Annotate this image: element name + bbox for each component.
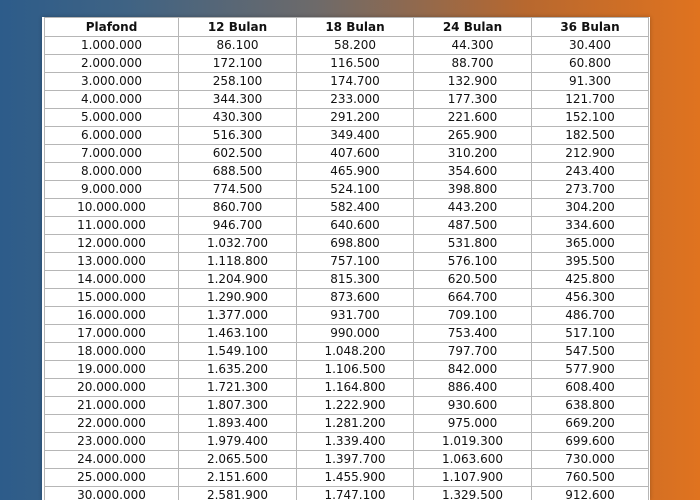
installment-24-cell: 1.063.600: [414, 451, 532, 469]
installment-36-cell: 608.400: [532, 379, 649, 397]
plafond-cell: 17.000.000: [45, 325, 179, 343]
table-row: [45, 163, 649, 181]
installment-12-cell: 688.500: [179, 163, 297, 181]
plafond-cell: 19.000.000: [45, 361, 179, 379]
plafond-cell: 7.000.000: [45, 145, 179, 163]
installment-18-cell: 1.747.100: [297, 487, 414, 500]
installment-12-cell: 516.300: [179, 127, 297, 145]
installment-36-cell: 669.200: [532, 415, 649, 433]
table-row: [45, 433, 649, 451]
installment-24-cell: 221.600: [414, 109, 532, 127]
installment-24-cell: 842.000: [414, 361, 532, 379]
installment-36-cell: 699.600: [532, 433, 649, 451]
plafond-cell: 11.000.000: [45, 217, 179, 235]
installment-18-cell: 873.600: [297, 289, 414, 307]
plafond-cell: 22.000.000: [45, 415, 179, 433]
installment-18-cell: 1.455.900: [297, 469, 414, 487]
installment-36-cell: 121.700: [532, 91, 649, 109]
table-row: [45, 469, 649, 487]
plafond-cell: 1.000.000: [45, 37, 179, 55]
installment-18-cell: 640.600: [297, 217, 414, 235]
table-row: [45, 451, 649, 469]
installment-24-cell: 797.700: [414, 343, 532, 361]
installment-24-cell: 664.700: [414, 289, 532, 307]
table-row: [45, 127, 649, 145]
table-row: [45, 37, 649, 55]
header-24-bulan: 24 Bulan: [414, 18, 532, 37]
installment-18-cell: 815.300: [297, 271, 414, 289]
installment-12-cell: 430.300: [179, 109, 297, 127]
installment-36-cell: 152.100: [532, 109, 649, 127]
installment-12-cell: 2.065.500: [179, 451, 297, 469]
installment-24-cell: 975.000: [414, 415, 532, 433]
installment-36-cell: 334.600: [532, 217, 649, 235]
installment-24-cell: 753.400: [414, 325, 532, 343]
installment-12-cell: 860.700: [179, 199, 297, 217]
table-row: [45, 307, 649, 325]
plafond-cell: 5.000.000: [45, 109, 179, 127]
installment-36-cell: 425.800: [532, 271, 649, 289]
installment-12-cell: 1.721.300: [179, 379, 297, 397]
plafond-cell: 2.000.000: [45, 55, 179, 73]
table-row: [45, 235, 649, 253]
installment-36-cell: 577.900: [532, 361, 649, 379]
table-row: [45, 199, 649, 217]
installment-18-cell: 757.100: [297, 253, 414, 271]
installment-36-cell: 273.700: [532, 181, 649, 199]
installment-12-cell: 1.204.900: [179, 271, 297, 289]
installment-12-cell: 774.500: [179, 181, 297, 199]
plafond-cell: 25.000.000: [45, 469, 179, 487]
installment-12-cell: 1.807.300: [179, 397, 297, 415]
header-plafond: Plafond: [45, 18, 179, 37]
table-row: [45, 379, 649, 397]
installment-36-cell: 395.500: [532, 253, 649, 271]
plafond-cell: 8.000.000: [45, 163, 179, 181]
plafond-cell: 6.000.000: [45, 127, 179, 145]
installment-12-cell: 344.300: [179, 91, 297, 109]
plafond-cell: 10.000.000: [45, 199, 179, 217]
table-header: [45, 18, 649, 37]
plafond-cell: 16.000.000: [45, 307, 179, 325]
header-18-bulan: 18 Bulan: [297, 18, 414, 37]
installment-24-cell: 487.500: [414, 217, 532, 235]
installment-12-cell: 258.100: [179, 73, 297, 91]
installment-24-cell: 354.600: [414, 163, 532, 181]
plafond-cell: 23.000.000: [45, 433, 179, 451]
installment-12-cell: 1.032.700: [179, 235, 297, 253]
installment-18-cell: 931.700: [297, 307, 414, 325]
table-row: [45, 73, 649, 91]
installment-12-cell: 1.290.900: [179, 289, 297, 307]
installment-18-cell: 58.200: [297, 37, 414, 55]
installment-36-cell: 243.400: [532, 163, 649, 181]
installment-12-cell: 86.100: [179, 37, 297, 55]
table-row: [45, 343, 649, 361]
installment-18-cell: 407.600: [297, 145, 414, 163]
installment-12-cell: 1.377.000: [179, 307, 297, 325]
installment-18-cell: 582.400: [297, 199, 414, 217]
table-row: [45, 91, 649, 109]
installment-36-cell: 30.400: [532, 37, 649, 55]
installment-18-cell: 1.164.800: [297, 379, 414, 397]
installment-24-cell: 265.900: [414, 127, 532, 145]
installment-36-cell: 91.300: [532, 73, 649, 91]
installment-12-cell: 1.979.400: [179, 433, 297, 451]
installment-36-cell: 456.300: [532, 289, 649, 307]
installment-36-cell: 365.000: [532, 235, 649, 253]
plafond-cell: 30.000.000: [45, 487, 179, 500]
installment-36-cell: 486.700: [532, 307, 649, 325]
installment-18-cell: 116.500: [297, 55, 414, 73]
installment-12-cell: 1.635.200: [179, 361, 297, 379]
installment-24-cell: 44.300: [414, 37, 532, 55]
table-row: [45, 289, 649, 307]
installment-36-cell: 517.100: [532, 325, 649, 343]
plafond-cell: 13.000.000: [45, 253, 179, 271]
installment-12-cell: 172.100: [179, 55, 297, 73]
plafond-cell: 3.000.000: [45, 73, 179, 91]
installment-24-cell: 531.800: [414, 235, 532, 253]
header-12-bulan: 12 Bulan: [179, 18, 297, 37]
table-row: [45, 145, 649, 163]
installment-36-cell: 730.000: [532, 451, 649, 469]
table-row: [45, 253, 649, 271]
table-row: [45, 181, 649, 199]
installment-12-cell: 602.500: [179, 145, 297, 163]
installment-18-cell: 698.800: [297, 235, 414, 253]
header-row: [45, 18, 649, 37]
installment-18-cell: 1.397.700: [297, 451, 414, 469]
installment-18-cell: 1.339.400: [297, 433, 414, 451]
installment-36-cell: 912.600: [532, 487, 649, 500]
table-row: [45, 55, 649, 73]
installment-12-cell: 2.151.600: [179, 469, 297, 487]
installment-18-cell: 1.222.900: [297, 397, 414, 415]
table-row: [45, 415, 649, 433]
installment-18-cell: 233.000: [297, 91, 414, 109]
plafond-cell: 20.000.000: [45, 379, 179, 397]
installment-12-cell: 2.581.900: [179, 487, 297, 500]
installment-12-cell: 1.893.400: [179, 415, 297, 433]
table-row: [45, 271, 649, 289]
plafond-cell: 12.000.000: [45, 235, 179, 253]
installment-18-cell: 990.000: [297, 325, 414, 343]
plafond-cell: 24.000.000: [45, 451, 179, 469]
table-row: [45, 109, 649, 127]
table-row: [45, 217, 649, 235]
plafond-cell: 14.000.000: [45, 271, 179, 289]
plafond-cell: 21.000.000: [45, 397, 179, 415]
installment-24-cell: 1.329.500: [414, 487, 532, 500]
plafond-cell: 18.000.000: [45, 343, 179, 361]
installment-12-cell: 946.700: [179, 217, 297, 235]
installment-18-cell: 291.200: [297, 109, 414, 127]
installment-24-cell: 443.200: [414, 199, 532, 217]
installment-24-cell: 886.400: [414, 379, 532, 397]
header-36-bulan: 36 Bulan: [532, 18, 649, 37]
installment-24-cell: 132.900: [414, 73, 532, 91]
plafond-cell: 15.000.000: [45, 289, 179, 307]
installment-24-cell: 88.700: [414, 55, 532, 73]
installment-24-cell: 709.100: [414, 307, 532, 325]
installment-36-cell: 212.900: [532, 145, 649, 163]
plafond-cell: 4.000.000: [45, 91, 179, 109]
table-row: [45, 325, 649, 343]
installment-24-cell: 930.600: [414, 397, 532, 415]
installment-18-cell: 465.900: [297, 163, 414, 181]
installment-24-cell: 576.100: [414, 253, 532, 271]
table-body: [45, 37, 649, 500]
installment-36-cell: 182.500: [532, 127, 649, 145]
installment-12-cell: 1.463.100: [179, 325, 297, 343]
installment-36-cell: 304.200: [532, 199, 649, 217]
plafond-cell: 9.000.000: [45, 181, 179, 199]
installment-36-cell: 60.800: [532, 55, 649, 73]
installment-24-cell: 310.200: [414, 145, 532, 163]
installment-12-cell: 1.549.100: [179, 343, 297, 361]
table-row: [45, 487, 649, 500]
installment-36-cell: 760.500: [532, 469, 649, 487]
installment-18-cell: 174.700: [297, 73, 414, 91]
installment-24-cell: 620.500: [414, 271, 532, 289]
installment-24-cell: 1.107.900: [414, 469, 532, 487]
installment-24-cell: 177.300: [414, 91, 532, 109]
installment-18-cell: 1.106.500: [297, 361, 414, 379]
installment-12-cell: 1.118.800: [179, 253, 297, 271]
installment-36-cell: 547.500: [532, 343, 649, 361]
installment-24-cell: 398.800: [414, 181, 532, 199]
installment-18-cell: 524.100: [297, 181, 414, 199]
installment-table-sheet: [42, 17, 650, 500]
installment-18-cell: 1.281.200: [297, 415, 414, 433]
installment-table: [44, 17, 649, 500]
table-row: [45, 397, 649, 415]
table-row: [45, 361, 649, 379]
installment-18-cell: 1.048.200: [297, 343, 414, 361]
installment-24-cell: 1.019.300: [414, 433, 532, 451]
installment-18-cell: 349.400: [297, 127, 414, 145]
installment-36-cell: 638.800: [532, 397, 649, 415]
